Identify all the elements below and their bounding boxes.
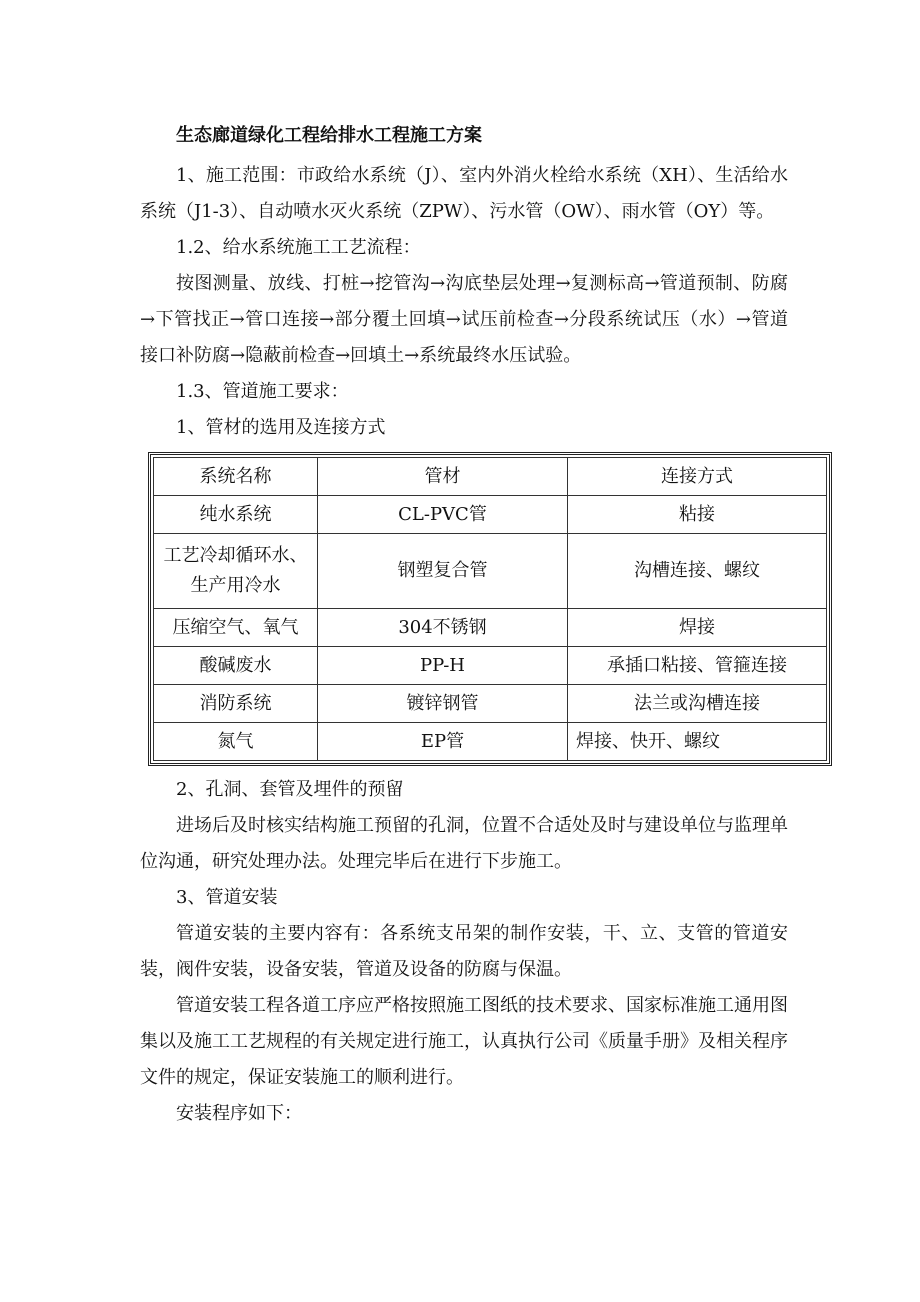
table-header-row <box>154 458 827 496</box>
paragraph-pipe-selection: 1、管材的选用及连接方式 <box>176 417 386 438</box>
table-row <box>154 534 827 609</box>
paragraph-pipe-install-heading: 3、管道安装 <box>176 887 278 908</box>
table-cell: PP-H <box>318 647 568 685</box>
paragraph-install-procedure: 安装程序如下： <box>176 1103 302 1124</box>
paragraph-openings-body: 进场后及时核实结构施工预留的孔洞，位置不合适处及时与建设单位与监理单位沟通，研究处理办法。处理完毕后在进行下步施工。 <box>140 815 788 872</box>
table-cell: 纯水系统 <box>154 496 318 534</box>
table-cell: 工艺冷却循环水、生产用冷水 <box>154 534 318 609</box>
table-row <box>154 685 827 723</box>
table-cell: 氮气 <box>154 723 318 761</box>
table-row <box>154 609 827 647</box>
table-cell: 压缩空气、氧气 <box>154 609 318 647</box>
paragraph-scope: 1、施工范围：市政给水系统（J）、室内外消火栓给水系统（XH）、生活给水系统（J1-3）、自动喷水灭火系统（ZPW）、污水管（OW）、雨水管（OY）等。 <box>140 165 788 222</box>
paragraph-section-1-2: 1.2、给水系统施工工艺流程： <box>176 237 421 258</box>
table-cell: 粘接 <box>568 496 827 534</box>
document-page <box>140 118 788 1132</box>
table-cell: 焊接 <box>568 609 827 647</box>
paragraph-pipe-install-requirements: 管道安装工程各道工序应严格按照施工图纸的技术要求、国家标准施工通用图集以及施工工艺规程的有关规定进行施工，认真执行公司《质量手册》及相关程序文件的规定，保证安装施工的顺利进行。 <box>140 995 788 1088</box>
table-row <box>154 723 827 761</box>
paragraph-section-1-3: 1.3、管道施工要求： <box>176 381 349 402</box>
table-cell: 镀锌钢管 <box>318 685 568 723</box>
pipe-material-table <box>148 452 832 766</box>
table-row <box>154 647 827 685</box>
table-header-cell: 系统名称 <box>154 458 318 496</box>
paragraph-openings-heading: 2、孔洞、套管及埋件的预留 <box>176 779 404 800</box>
table-cell: EP管 <box>318 723 568 761</box>
table-cell: 钢塑复合管 <box>318 534 568 609</box>
paragraph-process-flow: 按图测量、放线、打桩→挖管沟→沟底垫层处理→复测标高→管道预制、防腐→下管找正→管口连接→部分覆土回填→试压前检查→分段系统试压（水）→管道接口补防腐→隐蔽前检查→回填土→系统最终水压试验。 <box>140 273 788 366</box>
paragraph-pipe-install-content: 管道安装的主要内容有：各系统支吊架的制作安装，干、立、支管的管道安装，阀件安装，设备安装，管道及设备的防腐与保温。 <box>140 923 788 980</box>
table-cell: CL-PVC管 <box>318 496 568 534</box>
table-cell: 法兰或沟槽连接 <box>568 685 827 723</box>
document-title: 生态廊道绿化工程给排水工程施工方案 <box>176 125 482 146</box>
table-cell: 焊接、快开、螺纹 <box>568 723 827 761</box>
table-header-cell: 连接方式 <box>568 458 827 496</box>
table-header-cell: 管材 <box>318 458 568 496</box>
table-cell: 酸碱废水 <box>154 647 318 685</box>
table-cell: 消防系统 <box>154 685 318 723</box>
table-row <box>154 496 827 534</box>
table-cell: 承插口粘接、管箍连接 <box>568 647 827 685</box>
table-cell: 304不锈钢 <box>318 609 568 647</box>
table-cell: 沟槽连接、螺纹 <box>568 534 827 609</box>
